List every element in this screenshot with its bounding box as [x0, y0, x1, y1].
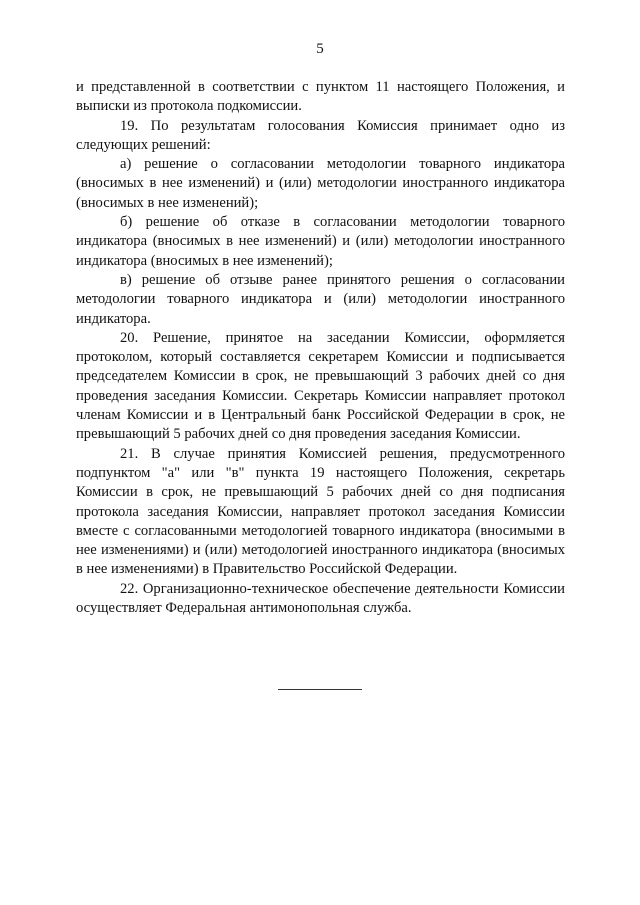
paragraph-item-22: 22. Организационно-техническое обеспечение деятельности Комиссии осуществляет Федеральная антимонопольная служба. — [76, 580, 565, 617]
end-divider — [278, 689, 362, 690]
paragraph-subitem-a: а) решение о согласовании методологии товарного индикатора (вносимых в нее изменений) и (или) методологии иностранного индикатора (вносимых в нее изменений); — [76, 156, 565, 211]
paragraph-subitem-v: в) решение об отзыве ранее принятого решения о согласовании методологии товарного индикатора и (или) методологии иностранного индикатора. — [76, 271, 565, 327]
paragraph-item-20: 20. Решение, принятое на заседании Комиссии, оформляется протоколом, который составляется секретарем Комиссии и подписывается председателем Комиссии в срок, не превышающий 3 рабочих дней со дня проведения заседания Комиссии. Секретарь Комиссии направляет протокол членам Комиссии и в Центральный банк Российской Федерации в срок, не превышающий 5 рабочих дней со дня проведения заседания Комиссии. — [76, 329, 565, 443]
page-number: 5 — [316, 41, 324, 57]
paragraph-continuation: и представленной в соответствии с пунктом 11 настоящего Положения, и выписки из протокола подкомиссии. — [76, 79, 565, 115]
document-body — [76, 78, 565, 618]
paragraph-item-19: 19. По результатам голосования Комиссия принимает одно из следующих решений: — [76, 117, 565, 153]
paragraph-item-21: 21. В случае принятия Комиссией решения, предусмотренного подпунктом "а" или "в" пункта 19 настоящего Положения, секретарь Комиссии в срок, не превышающий 5 рабочих дней со дня подписания протокола заседания Комиссии, направляет протокол заседания Комиссии вместе с согласованными методологией товарного индикатора (вносимыми в нее изменениями) и (или) методологией иностранного индикатора (вносимых в нее изменениями) в Правительство Российской Федерации. — [76, 445, 565, 578]
paragraph-subitem-b: б) решение об отказе в согласовании методологии товарного индикатора (вносимых в нее изменений) и (или) методологии иностранного индикатора (вносимых в нее изменений); — [76, 214, 565, 269]
